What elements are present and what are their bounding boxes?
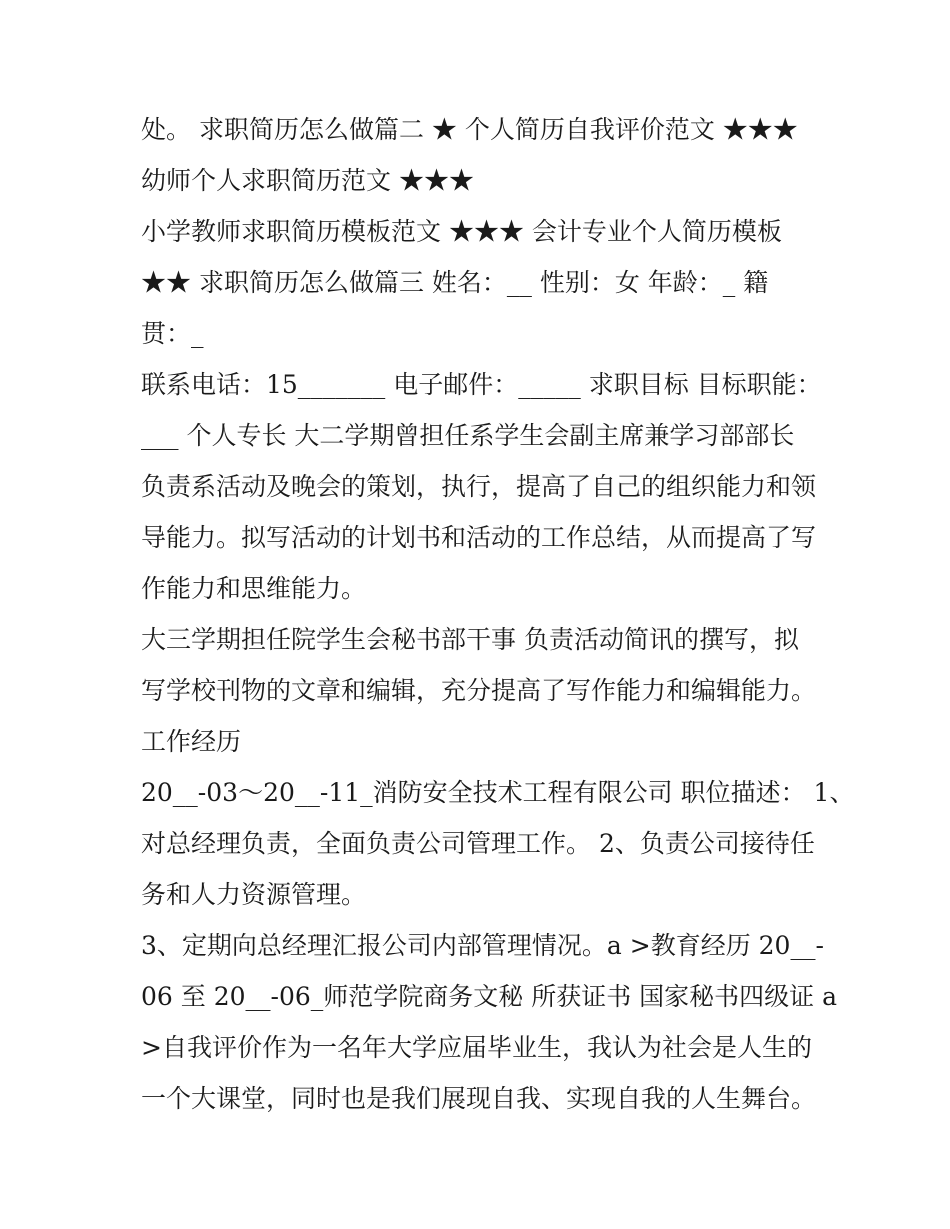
- text-line: 处。 求职简历怎么做篇二 ★ 个人简历自我评价范文 ★★★: [141, 115, 798, 144]
- text-line: 对总经理负责，全面负责公司管理工作。 2、负责公司接待任: [141, 829, 815, 858]
- text-line: 写学校刊物的文章和编辑，充分提高了写作能力和编辑能力。: [141, 676, 817, 705]
- text-line: 3、定期向总经理汇报公司内部管理情况。a >教育经历 20__-: [141, 931, 824, 960]
- text-line: 06 至 20__-06_师范学院商务文秘 所获证书 国家秘书四级证 a: [141, 982, 838, 1011]
- text-line: 一个大课堂，同时也是我们展现自我、实现自我的人生舞台。: [141, 1084, 817, 1113]
- text-line: 务和人力资源管理。: [141, 880, 367, 909]
- section-heading: 工作经历: [141, 727, 242, 756]
- text-line: >自我评价作为一名年大学应届毕业生，我认为社会是人生的: [141, 1033, 812, 1062]
- text-line: 大三学期担任院学生会秘书部干事 负责活动简讯的撰写，拟: [141, 625, 799, 654]
- text-line: 小学教师求职简历模板范文 ★★★ 会计专业个人简历模板: [141, 217, 782, 246]
- text-line: 幼师个人求职简历范文 ★★★: [141, 166, 474, 195]
- text-line: 作能力和思维能力。: [141, 574, 367, 603]
- text-line: ___ 个人专长 大二学期曾担任系学生会副主席兼学习部部长: [141, 421, 795, 450]
- text-line: 负责系活动及晚会的策划，执行，提高了自己的组织能力和领: [141, 472, 817, 501]
- text-line: 20__-03～20__-11_消防安全技术工程有限公司 职位描述： 1、: [141, 778, 855, 807]
- text-line: ★★ 求职简历怎么做篇三 姓名：__ 性别：女 年龄：_ 籍: [141, 268, 769, 297]
- text-line: 导能力。拟写活动的计划书和活动的工作总结，从而提高了写: [141, 523, 817, 552]
- document-body: [141, 104, 855, 1124]
- text-line: 联系电话：15_______ 电子邮件：_____ 求职目标 目标职能：: [141, 370, 822, 399]
- text-line: 贯：_: [141, 319, 204, 348]
